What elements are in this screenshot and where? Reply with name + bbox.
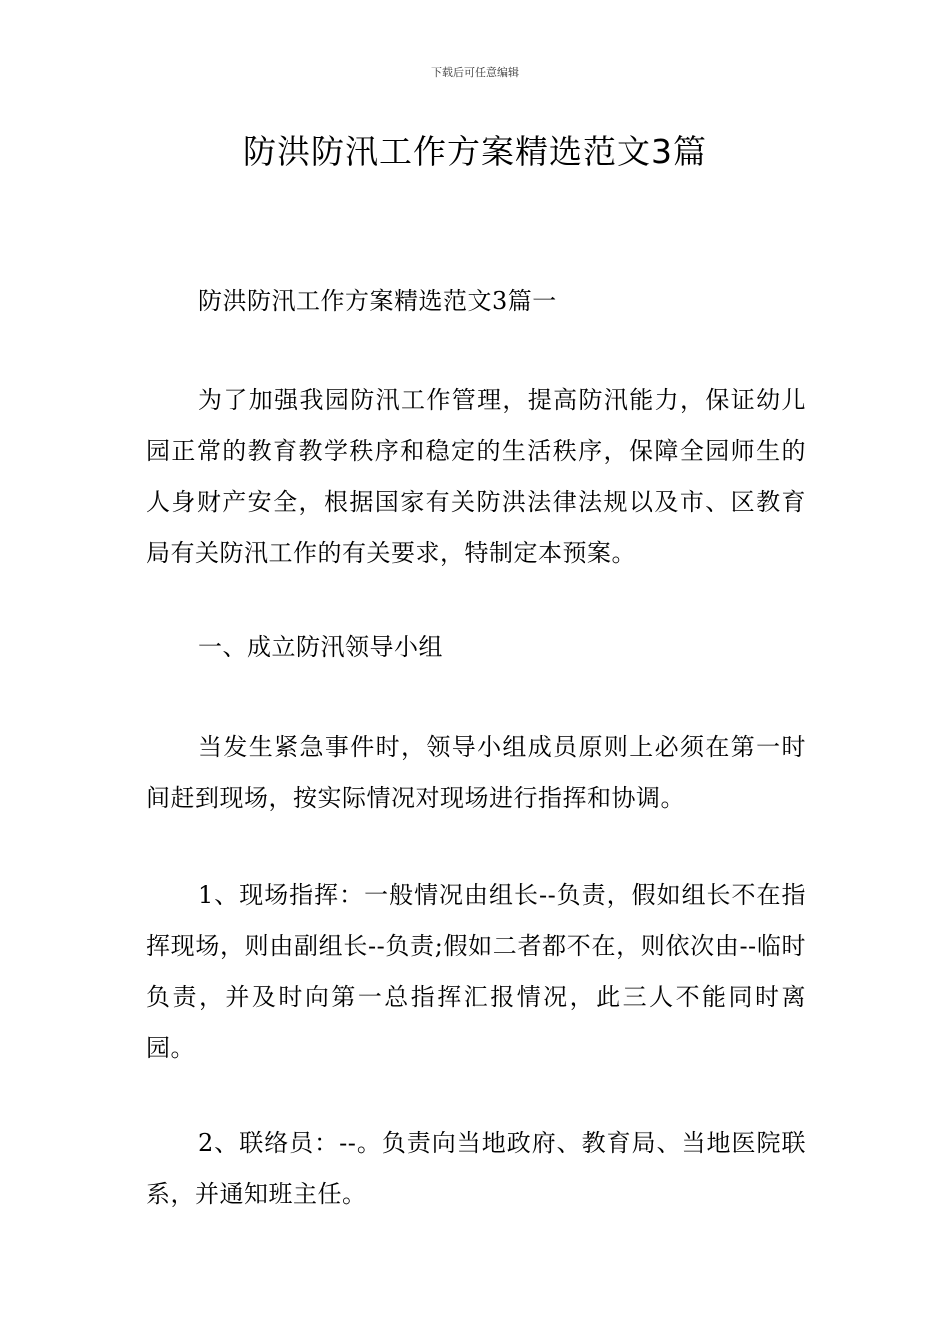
section-heading: 防洪防汛工作方案精选范文3篇一	[198, 287, 557, 315]
body-paragraph: 1、现场指挥：一般情况由组长--负责，假如组长不在指挥现场，则由副组长--负责;假如二者都不在，则依次由--临时负责，并及时向第一总指挥汇报情况，此三人不能同时离园。	[146, 881, 806, 1062]
header-note: 下载后可任意编辑	[431, 66, 519, 79]
body-paragraph: 当发生紧急事件时，领导小组成员原则上必须在第一时间赶到现场，按实际情况对现场进行指挥和协调。	[146, 733, 806, 812]
section-heading: 一、成立防汛领导小组	[198, 633, 443, 661]
body-paragraph: 为了加强我园防汛工作管理，提高防汛能力，保证幼儿园正常的教育教学秩序和稳定的生活秩序，保障全园师生的人身财产安全，根据国家有关防洪法律法规以及市、区教育局有关防汛工作的有关要求，特制定本预案。	[146, 386, 806, 567]
body-paragraph: 2、联络员：--。负责向当地政府、教育局、当地医院联系，并通知班主任。	[146, 1129, 806, 1208]
document-title: 防洪防汛工作方案精选范文3篇	[243, 132, 707, 171]
